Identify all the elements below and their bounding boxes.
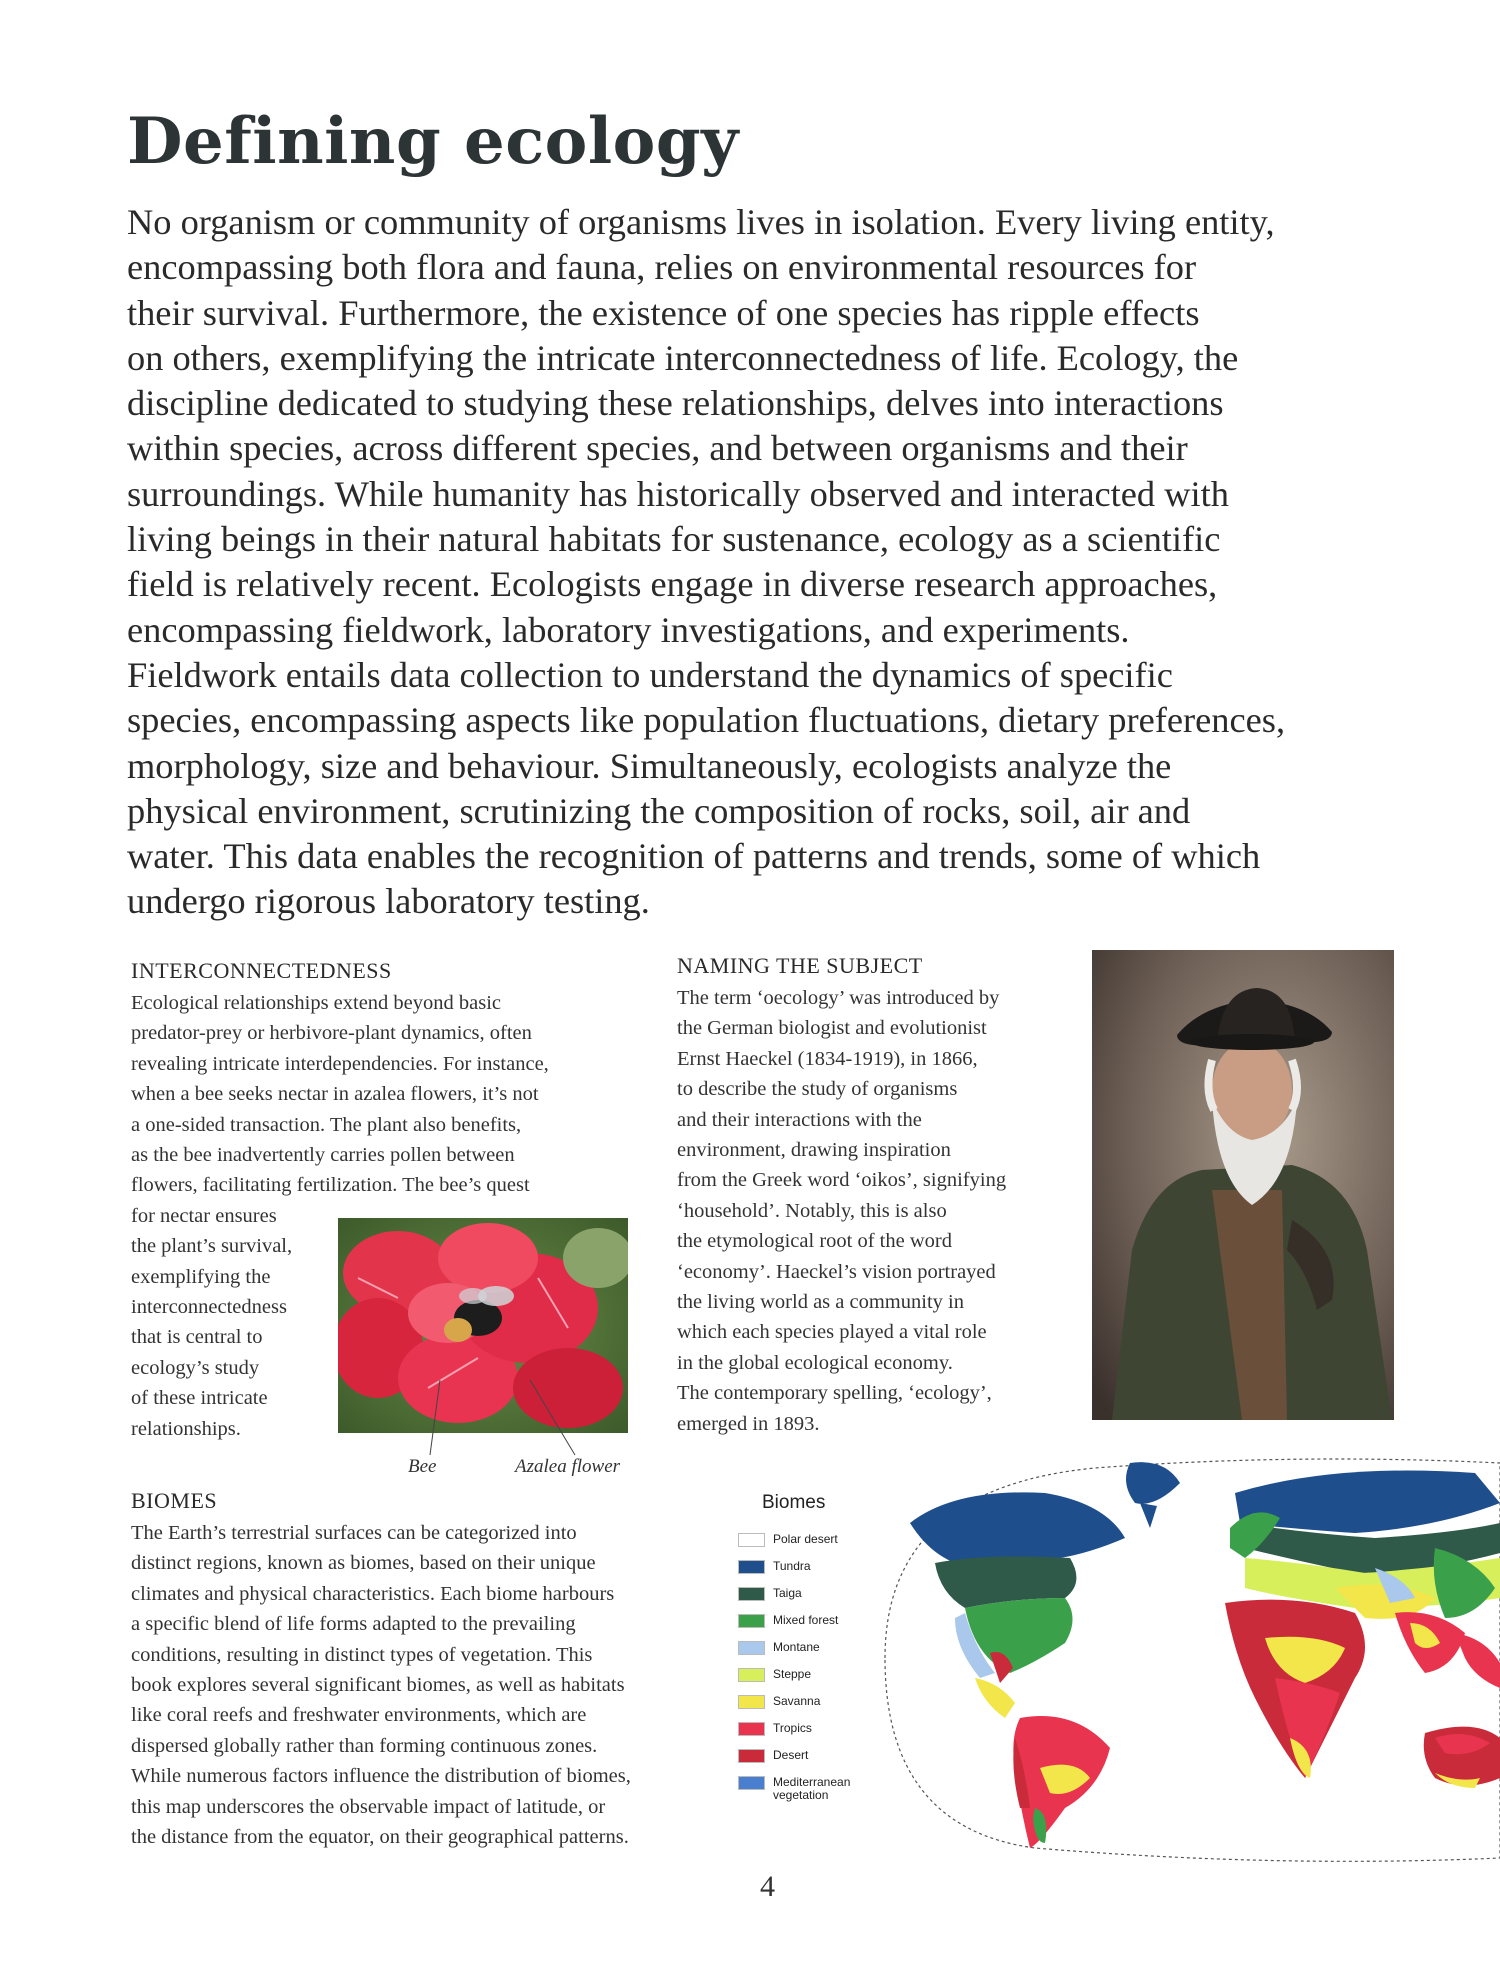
page-number: 4 [760,1870,775,1903]
legend-label: Desert [773,1748,809,1762]
legend-swatch [738,1641,765,1655]
intro-line: surroundings. While humanity has historically observed and interacted with [127,473,1229,514]
text-line: in the global ecological economy. [677,1351,953,1374]
text-line: a specific blend of life forms adapted to the prevailing [131,1613,576,1636]
text-line: distinct regions, known as biomes, based on their unique [131,1552,596,1575]
intro-line: on others, exemplifying the intricate interconnectedness of life. Ecology, the [127,337,1239,378]
intro-line: species, encompassing aspects like population fluctuations, dietary preferences, [127,700,1286,741]
text-line: to describe the study of organisms [677,1078,958,1101]
legend-swatch [738,1749,765,1763]
text-line: The contemporary spelling, ‘ecology’, [677,1382,992,1405]
legend-item-polar-desert [738,1533,838,1553]
text-line: The Earth’s terrestrial surfaces can be categorized into [131,1522,577,1544]
legend-swatch [738,1668,765,1682]
intro-line: living beings in their natural habitats for sustenance, ecology as a scientific [127,519,1221,560]
text-line: conditions, resulting in distinct types of vegetation. This [131,1643,593,1666]
text-line: the distance from the equator, on their geographical patterns. [131,1826,629,1849]
caption-azalea: Azalea flower [515,1456,621,1477]
text-line: exemplifying the [131,1265,271,1288]
text-line: While numerous factors influence the distribution of biomes, [131,1765,631,1788]
intro-line: water. This data enables the recognition of patterns and trends, some of which [127,836,1261,877]
text-line: The term ‘oecology’ was introduced by [677,987,1000,1009]
text-line: the plant’s survival, [131,1235,293,1258]
legend-swatch [738,1776,765,1790]
intro-line: No organism or community of organisms lives in isolation. Every living entity, [127,202,1275,242]
legend-item-taiga [738,1587,802,1607]
text-line: dispersed globally rather than forming continuous zones. [131,1734,598,1757]
caption-bee: Bee [408,1456,437,1477]
legend-item-savanna [738,1695,820,1715]
legend-label: Montane [773,1640,820,1654]
text-line: revealing intricate interdependencies. For instance, [131,1052,549,1075]
page-title: Defining ecology [127,104,739,179]
legend-swatch [738,1722,765,1736]
naming-heading: NAMING THE SUBJECT [677,953,923,978]
legend-swatch [738,1560,765,1574]
text-line: the living world as a community in [677,1291,964,1314]
text-line: climates and physical characteristics. Each biome harbours [131,1582,615,1605]
legend-label: Savanna [773,1694,821,1708]
intro-line: undergo rigorous laboratory testing. [127,881,650,922]
intro-line: encompassing fieldwork, laboratory investigations, and experiments. [127,609,1130,650]
caption-leader-lines [420,1375,620,1465]
text-line: the etymological root of the word [677,1230,952,1253]
text-line: emerged in 1893. [677,1412,820,1435]
text-line: environment, drawing inspiration [677,1139,951,1162]
legend-item-tropics [738,1722,812,1742]
world-biome-map [835,1448,1500,1868]
text-line: which each species played a vital role [677,1321,987,1344]
intro-line: discipline dedicated to studying these relationships, delves into interactions [127,383,1224,424]
legend-item-mixed-forest [738,1614,838,1634]
text-line: book explores several significant biomes, as well as habitats [131,1674,625,1697]
text-line: interconnectedness [131,1296,287,1319]
text-line: Ernst Haeckel (1834-1919), in 1866, [677,1047,978,1070]
intro-paragraph [127,200,1397,925]
biomes-text [131,1518,631,1852]
text-line: of these intricate [131,1387,268,1410]
legend-swatch [738,1533,765,1547]
intro-line: Fieldwork entails data collection to understand the dynamics of specific [127,654,1173,695]
legend-label: Tundra [773,1559,811,1573]
intro-line: within species, across different species, and between organisms and their [127,428,1188,469]
legend-swatch [738,1695,765,1709]
text-line: predator-prey or herbivore-plant dynamics, often [131,1022,532,1045]
text-line: Ecological relationships extend beyond basic [131,992,502,1014]
text-line: ‘household’. Notably, this is also [677,1199,947,1222]
legend-swatch [738,1587,765,1601]
intro-line: physical environment, scrutinizing the composition of rocks, soil, air and [127,790,1191,831]
text-line: for nectar ensures [131,1204,277,1227]
legend-label: Steppe [773,1667,812,1681]
legend-label: Polar desert [773,1532,838,1546]
interconnectedness-heading: INTERCONNECTEDNESS [131,958,392,983]
legend-item-steppe [738,1668,811,1688]
legend-label: Mixed forest [773,1613,839,1627]
text-line: ecology’s study [131,1356,260,1379]
intro-line: encompassing both flora and fauna, relies on environmental resources for [127,247,1197,288]
intro-line: morphology, size and behaviour. Simultaneously, ecologists analyze the [127,745,1172,786]
legend-label: Taiga [773,1586,802,1600]
biomes-heading: BIOMES [131,1488,218,1513]
legend-label: Tropics [773,1721,812,1735]
intro-line: their survival. Furthermore, the existence of one species has ripple effects [127,292,1200,333]
legend-item-tundra [738,1560,811,1580]
legend-item-desert [738,1749,808,1769]
intro-line: field is relatively recent. Ecologists engage in diverse research approaches, [127,564,1218,605]
legend-label: Mediterranean vegetation [773,1775,851,1802]
text-line: like coral reefs and freshwater environments, which are [131,1704,587,1727]
text-line: flowers, facilitating fertilization. The bee’s quest [131,1174,530,1197]
legend-item-montane [738,1641,820,1661]
text-line: when a bee seeks nectar in azalea flowers, it’s not [131,1083,539,1106]
text-line: from the Greek word ‘oikos’, signifying [677,1169,1007,1192]
text-line: relationships. [131,1417,241,1440]
text-line: this map underscores the observable impact of latitude, or [131,1795,606,1818]
text-line: as the bee inadvertently carries pollen between [131,1144,515,1167]
text-line: ‘economy’. Haeckel’s vision portrayed [677,1260,996,1283]
text-line: the German biologist and evolutionist [677,1017,987,1040]
text-line: and their interactions with the [677,1108,922,1131]
legend-swatch [738,1614,765,1628]
text-line: a one-sided transaction. The plant also benefits, [131,1113,522,1136]
text-line: that is central to [131,1326,263,1349]
haeckel-portrait [1092,950,1394,1420]
legend-title: Biomes [762,1492,826,1513]
naming-text [677,983,1006,1439]
